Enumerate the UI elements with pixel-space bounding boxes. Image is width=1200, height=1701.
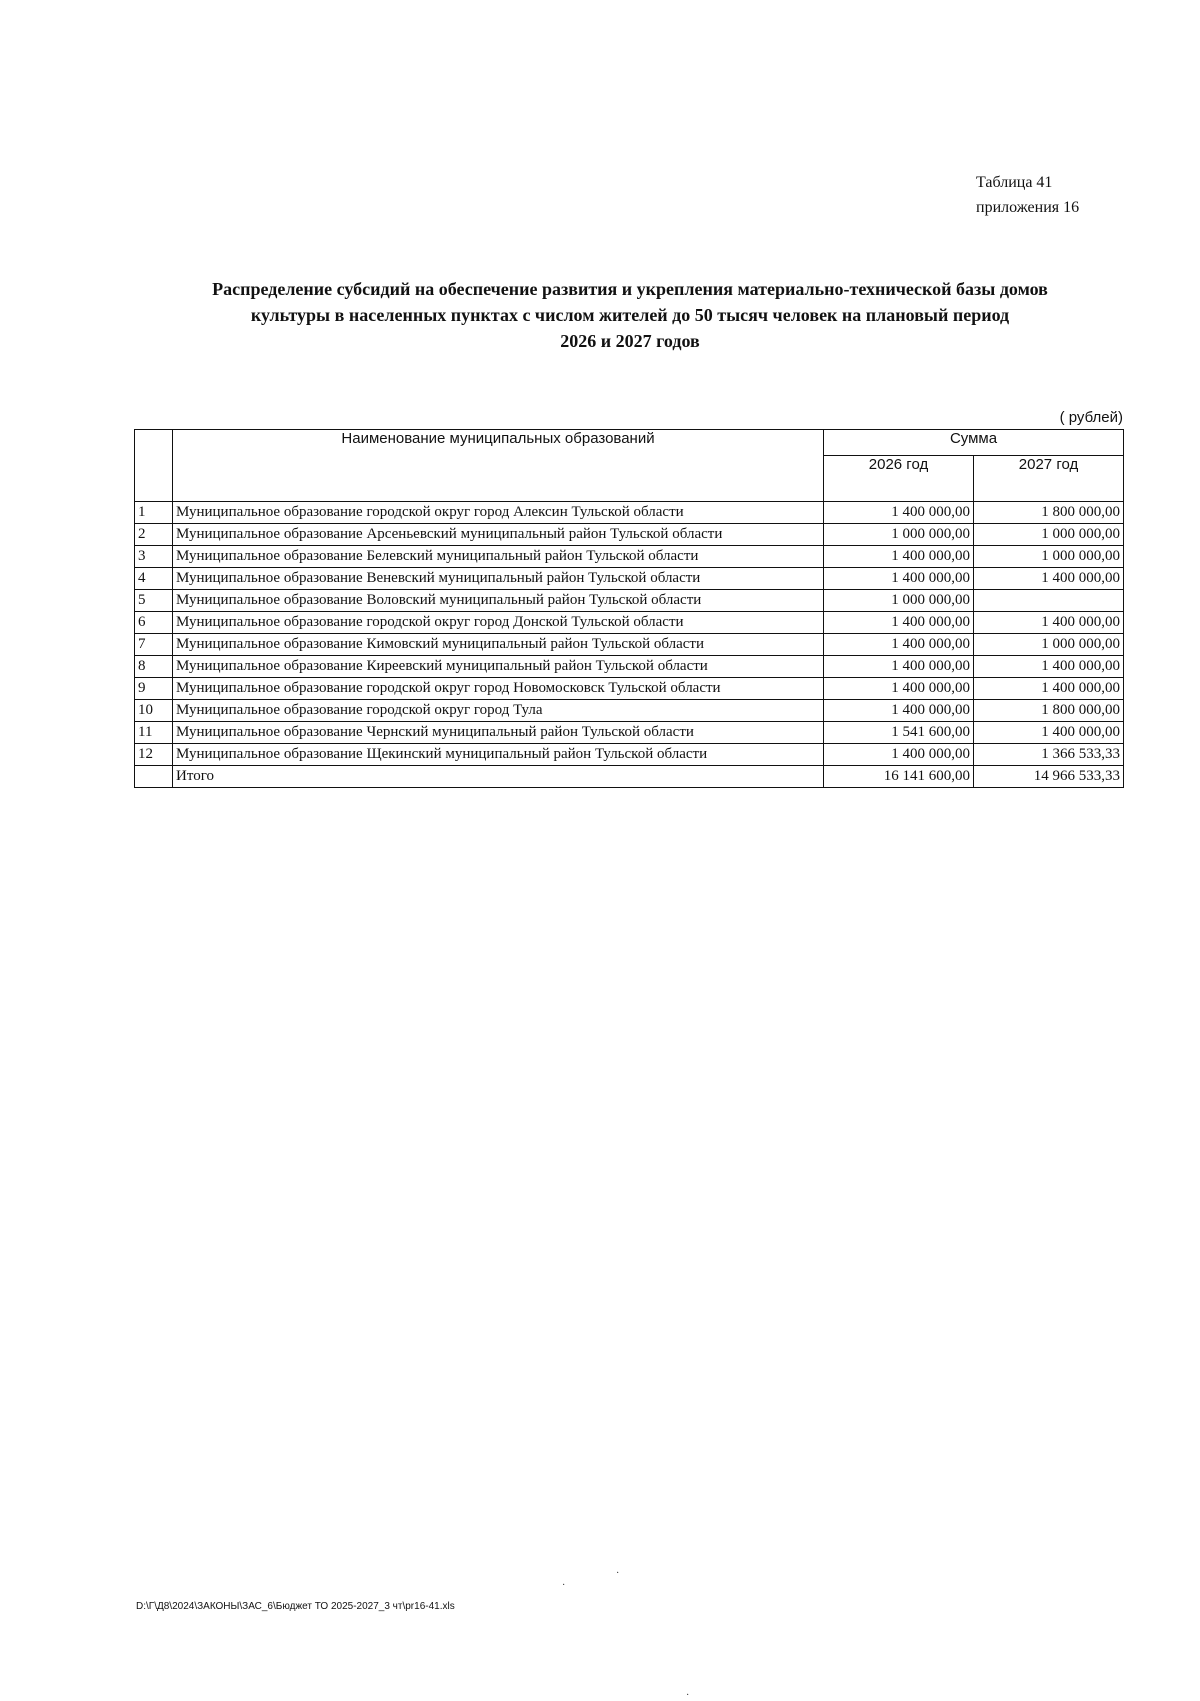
amount-2027-cell: 1 800 000,00 bbox=[974, 700, 1124, 722]
municipality-name-cell: Муниципальное образование Арсеньевский муниципальный район Тульской области bbox=[173, 524, 824, 546]
row-number-cell: 6 bbox=[135, 612, 173, 634]
municipality-name-cell: Муниципальное образование городской округ город Алексин Тульской области bbox=[173, 502, 824, 524]
amount-2027-cell: 1 400 000,00 bbox=[974, 722, 1124, 744]
header-name-cell: Наименование муниципальных образований bbox=[173, 430, 824, 502]
amount-2027-cell: 1 366 533,33 bbox=[974, 744, 1124, 766]
amount-2026-cell: 1 400 000,00 bbox=[824, 656, 974, 678]
amount-2026-cell: 1 541 600,00 bbox=[824, 722, 974, 744]
amount-2026-cell: 1 400 000,00 bbox=[824, 634, 974, 656]
amount-2026-cell: 1 000 000,00 bbox=[824, 590, 974, 612]
amount-2026-cell: 1 000 000,00 bbox=[824, 524, 974, 546]
municipality-name-cell: Муниципальное образование Веневский муниципальный район Тульской области bbox=[173, 568, 824, 590]
amount-2027-cell: 1 400 000,00 bbox=[974, 656, 1124, 678]
municipality-name-cell: Муниципальное образование Чернский муниципальный район Тульской области bbox=[173, 722, 824, 744]
row-number-cell: 4 bbox=[135, 568, 173, 590]
amount-2026-cell: 1 400 000,00 bbox=[824, 678, 974, 700]
row-number-cell: 11 bbox=[135, 722, 173, 744]
title-line-3: 2026 и 2027 годов bbox=[560, 331, 700, 351]
row-number-cell bbox=[135, 766, 173, 788]
amount-2027-cell: 1 000 000,00 bbox=[974, 524, 1124, 546]
table-row bbox=[135, 700, 1124, 722]
document-title bbox=[160, 276, 1100, 354]
header-number-cell bbox=[135, 430, 173, 502]
table-row bbox=[135, 722, 1124, 744]
row-number-cell: 1 bbox=[135, 502, 173, 524]
appendix-number-label: приложения 16 bbox=[976, 199, 1080, 216]
row-number-cell: 9 bbox=[135, 678, 173, 700]
amount-2027-cell: 1 400 000,00 bbox=[974, 678, 1124, 700]
title-line-1: Распределение субсидий на обеспечение развития и укрепления материально-технической базы домов bbox=[212, 279, 1048, 299]
table-row bbox=[135, 612, 1124, 634]
table-row bbox=[135, 634, 1124, 656]
amount-2027-cell: 1 400 000,00 bbox=[974, 612, 1124, 634]
municipality-name-cell: Муниципальное образование Кимовский муниципальный район Тульской области bbox=[173, 634, 824, 656]
municipality-name-cell: Муниципальное образование Белевский муниципальный район Тульской области bbox=[173, 546, 824, 568]
row-number-cell: 10 bbox=[135, 700, 173, 722]
amount-2027-cell: 1 000 000,00 bbox=[974, 546, 1124, 568]
table-number-label: Таблица 41 bbox=[976, 174, 1053, 191]
municipality-name-cell: Итого bbox=[173, 766, 824, 788]
municipality-name-cell: Муниципальное образование городской округ город Донской Тульской области bbox=[173, 612, 824, 634]
table-row bbox=[135, 524, 1124, 546]
header-sum-cell: Сумма bbox=[824, 430, 1124, 456]
amount-2027-cell: 1 800 000,00 bbox=[974, 502, 1124, 524]
table-body bbox=[135, 502, 1124, 788]
amount-2027-cell: 1 000 000,00 bbox=[974, 634, 1124, 656]
row-number-cell: 3 bbox=[135, 546, 173, 568]
municipality-name-cell: Муниципальное образование Щекинский муниципальный район Тульской области bbox=[173, 744, 824, 766]
amount-2027-cell: 14 966 533,33 bbox=[974, 766, 1124, 788]
amount-2027-cell: 1 400 000,00 bbox=[974, 568, 1124, 590]
row-number-cell: 5 bbox=[135, 590, 173, 612]
file-path-footer: D:\Г\Д8\2024\ЗАКОНЫ\ЗАС_6\Бюджет ТО 2025-2027_3 чт\pr16-41.xls bbox=[136, 1601, 455, 1612]
table-row bbox=[135, 568, 1124, 590]
scan-speck: · bbox=[686, 1690, 690, 1701]
header-2027-cell: 2027 год bbox=[974, 456, 1124, 502]
amount-2026-cell: 1 400 000,00 bbox=[824, 612, 974, 634]
table-row bbox=[135, 502, 1124, 524]
title-line-2: культуры в населенных пунктах с числом жителей до 50 тысяч человек на плановый период bbox=[250, 305, 1010, 325]
scan-speck: · bbox=[616, 1568, 620, 1579]
amount-2026-cell: 1 400 000,00 bbox=[824, 502, 974, 524]
table-row bbox=[135, 656, 1124, 678]
row-number-cell: 12 bbox=[135, 744, 173, 766]
table-total-row bbox=[135, 766, 1124, 788]
header-2026-cell: 2026 год bbox=[824, 456, 974, 502]
row-number-cell: 2 bbox=[135, 524, 173, 546]
amount-2026-cell: 1 400 000,00 bbox=[824, 546, 974, 568]
amount-2026-cell: 1 400 000,00 bbox=[824, 744, 974, 766]
scan-speck: · bbox=[562, 1580, 566, 1591]
table-row bbox=[135, 546, 1124, 568]
municipality-name-cell: Муниципальное образование Киреевский муниципальный район Тульской области bbox=[173, 656, 824, 678]
appendix-reference bbox=[976, 170, 1079, 220]
municipality-name-cell: Муниципальное образование городской округ город Новомосковск Тульской области bbox=[173, 678, 824, 700]
row-number-cell: 8 bbox=[135, 656, 173, 678]
subsidy-table bbox=[134, 429, 1124, 788]
municipality-name-cell: Муниципальное образование городской округ город Тула bbox=[173, 700, 824, 722]
municipality-name-cell: Муниципальное образование Воловский муниципальный район Тульской области bbox=[173, 590, 824, 612]
amount-2026-cell: 1 400 000,00 bbox=[824, 568, 974, 590]
table-row bbox=[135, 590, 1124, 612]
amount-2026-cell: 16 141 600,00 bbox=[824, 766, 974, 788]
table-row bbox=[135, 678, 1124, 700]
table-row bbox=[135, 744, 1124, 766]
units-label: ( рублей) bbox=[1059, 409, 1123, 426]
row-number-cell: 7 bbox=[135, 634, 173, 656]
amount-2026-cell: 1 400 000,00 bbox=[824, 700, 974, 722]
amount-2027-cell bbox=[974, 590, 1124, 612]
